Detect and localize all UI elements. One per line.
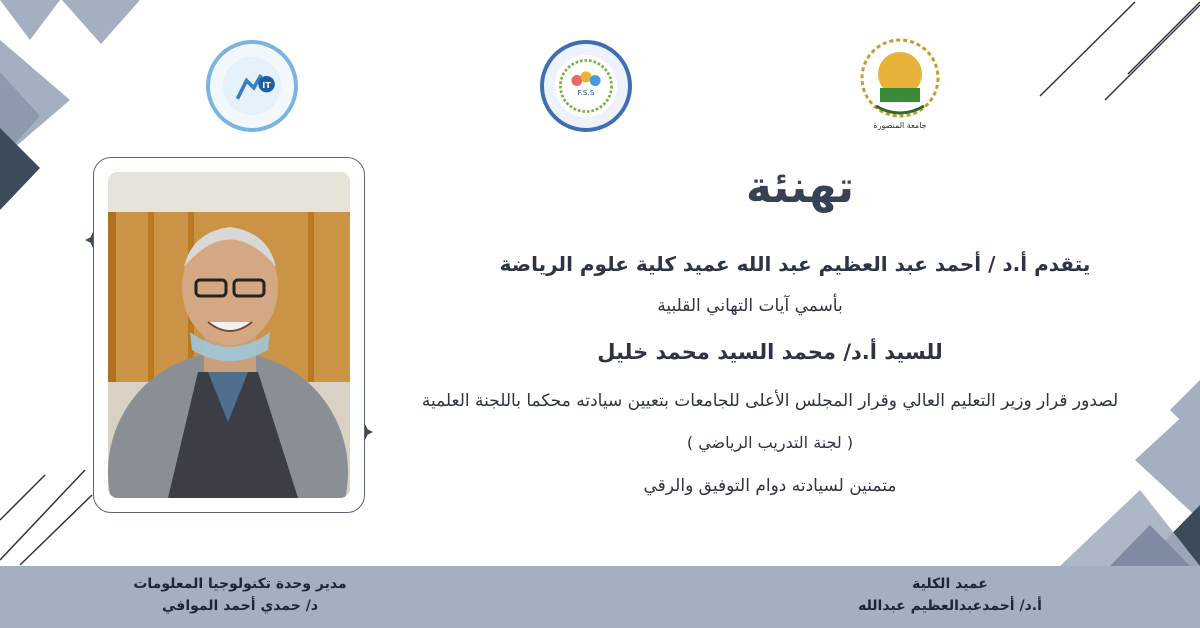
svg-text:IT: IT bbox=[262, 79, 271, 90]
svg-text:جامعة المنصورة: جامعة المنصورة bbox=[873, 121, 927, 130]
deco-line bbox=[1105, 5, 1200, 100]
deco-line bbox=[0, 475, 45, 520]
deco-line bbox=[20, 495, 92, 565]
closing-wishes-line: متمنين لسيادته دوام التوفيق والرقي bbox=[643, 476, 897, 496]
greeting-sender-line: يتقدم أ.د / أحمد عبد العظيم عبد الله عميد كلية علوم الرياضة bbox=[499, 252, 1091, 276]
deco-triangle bbox=[62, 0, 140, 44]
svg-text:F.S.S: F.S.S bbox=[577, 88, 595, 98]
portrait-photo bbox=[108, 172, 350, 498]
greeting-wishes-line: بأسمي آيات التهاني القلبية bbox=[657, 296, 843, 316]
committee-line: ( لجنة التدريب الرياضي ) bbox=[686, 433, 854, 452]
occasion-line: لصدور قرار وزير التعليم العالي وقرار المجلس الأعلى للجامعات بتعيين سيادته محكما باللجنة العلمية bbox=[421, 391, 1119, 411]
deco-triangle bbox=[0, 0, 60, 40]
deco-line bbox=[1128, 2, 1200, 74]
deco-line bbox=[1040, 2, 1135, 96]
honoree-name-line: للسيد أ.د/ محمد السيد محمد خليل bbox=[597, 340, 943, 364]
it-manager-title: مدير وحدة تكنولوجيا المعلومات bbox=[133, 576, 347, 592]
dean-title: عميد الكلية bbox=[912, 576, 988, 592]
faculty-sports-science-logo bbox=[540, 40, 632, 132]
mansoura-university-logo bbox=[858, 36, 942, 132]
page-title: تهنئة bbox=[745, 162, 855, 213]
dean-name: أ.د/ أحمدعبدالعظيم عبدالله bbox=[858, 598, 1042, 614]
it-manager-name: د/ حمدي أحمد الموافي bbox=[161, 598, 319, 614]
it-unit-logo bbox=[206, 40, 298, 132]
